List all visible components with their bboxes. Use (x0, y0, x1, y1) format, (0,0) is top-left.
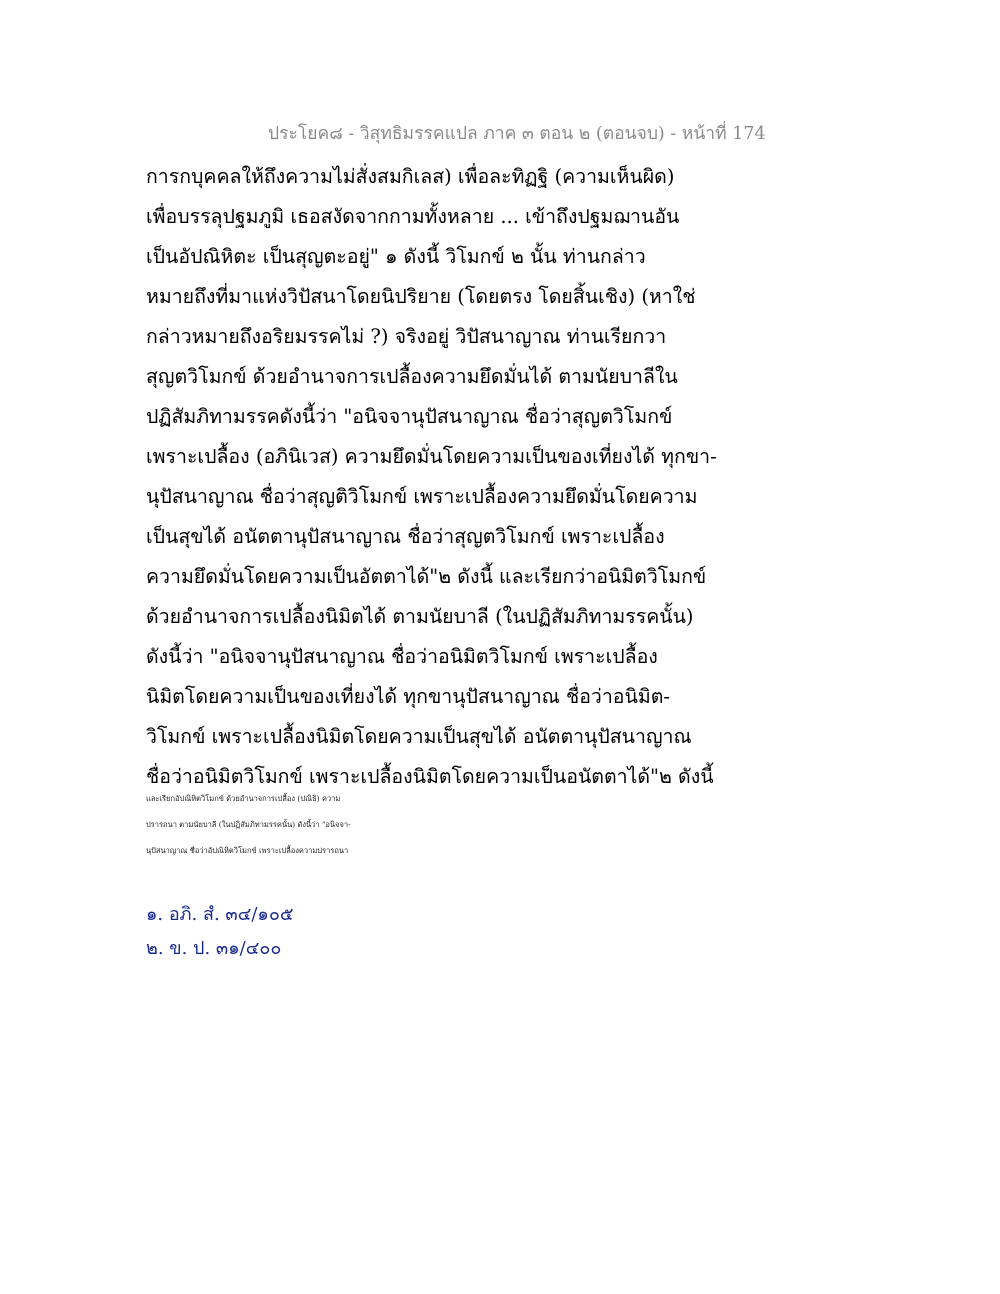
body-line: สุญตวิโมกข์ ด้วยอำนาจการเปลื้องความยึดมั่นได้ ตามนัยบาลีใน (146, 365, 678, 388)
body-line: เป็นอัปณิหิตะ เป็นสุญตะอยู่" ๑ ดังนี้ วิโมกข์ ๒ นั้น ท่านกล่าว (146, 245, 646, 268)
body-line: วิโมกข์ เพราะเปลื้องนิมิตโดยความเป็นสุขได้ อนัตตานุปัสนาญาณ (146, 725, 692, 748)
footnote-2: ๒. ข. ป. ๓๑/๔๐๐ (146, 938, 282, 959)
body-line: ชื่อว่าอนิมิตวิโมกข์ เพราะเปลื้องนิมิตโดยความเป็นอนัตตาได้"๒ ดังนี้ (146, 765, 714, 788)
body-line: เพื่อบรรลุปฐมภูมิ เธอสงัดจากกามทั้งหลาย ... เข้าถึงปฐมฌานอัน (146, 205, 680, 228)
small-text-block (146, 786, 566, 864)
footnotes (146, 898, 546, 966)
body-line: เพราะเปลื้อง (อภินิเวส) ความยึดมั่นโดยความเป็นของเที่ยงได้ ทุกขา- (146, 445, 717, 468)
body-line: เป็นสุขได้ อนัตตานุปัสนาญาณ ชื่อว่าสุญตวิโมกข์ เพราะเปลื้อง (146, 525, 665, 548)
small-text-line: ปรารถนา ตามนัยบาลี (ในปฏิสัมภิทามรรคนั้น) ดังนี้ว่า "อนิจจา- (146, 820, 351, 829)
body-text (146, 157, 717, 797)
body-line: ด้วยอำนาจการเปลื้องนิมิตได้ ตามนัยบาลี (ในปฏิสัมภิทามรรคนั้น) (146, 605, 694, 628)
body-line: นุปัสนาญาณ ชื่อว่าสุญติวิโมกข์ เพราะเปลื้องความยึดมั่นโดยความ (146, 485, 698, 508)
small-text-line: และเรียกอัปณิหิตวิโมกข์ ด้วยอำนาจการเปลื้อง (ปณิธิ) ความ (146, 794, 341, 803)
body-line: ความยึดมั่นโดยความเป็นอัตตาได้"๒ ดังนี้ และเรียกว่าอนิมิตวิโมกข์ (146, 565, 707, 588)
body-line: การกบุคคลให้ถึงความไม่สั่งสมกิเลส) เพื่อละทิฏฐิ (ความเห็นผิด) (146, 165, 675, 188)
body-line: กล่าวหมายถึงอริยมรรคไม่ ?) จริงอยู่ วิปัสนาญาณ ท่านเรียกวา (146, 325, 667, 348)
body-line: นิมิตโดยความเป็นของเที่ยงได้ ทุกขานุปัสนาญาณ ชื่อว่าอนิมิต- (146, 685, 670, 708)
body-line: ปฏิสัมภิทามรรคดังนี้ว่า "อนิจจานุปัสนาญาณ ชื่อว่าสุญตวิโมกข์ (146, 405, 673, 428)
body-line: หมายถึงที่มาแห่งวิปัสนาโดยนิปริยาย (โดยตรง โดยสิ้นเชิง) (หาใช่ (146, 285, 696, 308)
page-header: ประโยค๘ - วิสุทธิมรรคแปล ภาค ๓ ตอน ๒ (ตอนจบ) - หน้าที่ 174 (268, 124, 766, 144)
small-text-line: นุปัสนาญาณ ชื่อว่าอัปณิหิตวิโมกข์ เพราะเปลื้องความปรารถนา (146, 846, 349, 855)
footnote-1: ๑. อภิ. สํ. ๓๔/๑๐๕ (146, 904, 294, 925)
body-line: ดังนี้ว่า "อนิจจานุปัสนาญาณ ชื่อว่าอนิมิตวิโมกข์ เพราะเปลื้อง (146, 645, 658, 668)
